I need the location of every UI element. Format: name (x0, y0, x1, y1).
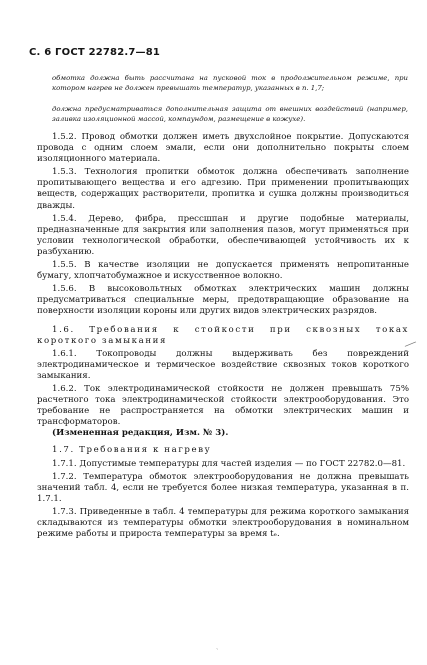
paragraph: 1.7.2. Температура обмоток электрооборудования не должна превышать значений табл. 4, если не требуется более низкая температура, указанная в п. 1.7.1. (37, 471, 409, 504)
paragraph: 1.7.1. Допустимые температуры для частей изделия — по ГОСТ 22782.0—81. (52, 458, 406, 469)
paragraph: 1.5.6. В высоковольтных обмотках электрических машин должны предусматриваться специальные меры, предотвращающие образование на поверхности изоляции короны или других видов электрических разрядов. (37, 284, 409, 317)
paragraph: 1.6.1. Токопроводы должны выдерживать без повреждений электродинамическое и термическое воздействие сквозных токов короткого замыкания. (37, 348, 409, 381)
paragraph: 1.6.2. Ток электродинамической стойкости не должен превышать 75% расчетного тока электродинамической стойкости электрооборудования. Это требование не распространяется на обмотки электрических машин и трансформаторов. (37, 383, 409, 428)
page-header: С. 6 ГОСТ 22782.7—81 (29, 47, 161, 58)
scan-mark: ˎ (216, 642, 219, 650)
section-heading: 1.7. Требования к нагреву (52, 445, 212, 456)
paragraph: 1.5.3. Технология пропитки обмоток должна обеспечивать заполнение пропитывающего вещества и его адгезию. При применении пропитывающих веществ, содержащих растворители, пропитка и сушка должны производиться дважды. (37, 167, 409, 211)
document-body (37, 132, 409, 540)
note-text: должна предусматриваться дополнительная защита от внешних воздействий (например, заливка изоляционной массой, компаундом, размещение в кожухе). (52, 105, 408, 124)
scan-mark: ╱ (404, 339, 416, 351)
paragraph: 1.5.4. Дерево, фибра, прессшпан и другие подобные материалы, предназначенные для закрытия или заполнения пазов, могут применяться при условии технологической обработки, обеспечивающей устойчивость их к разбуханию. (37, 213, 409, 257)
note-text: обмотка должна быть рассчитана на пусковой ток в продолжительном режиме, при котором нагрев не должен превышать температур, указанных в п. 1,7; (52, 74, 408, 93)
top-note-2 (52, 104, 408, 124)
section-heading: 1.6. Требования к стойкости при сквозных токах короткого замыкания (37, 324, 409, 346)
amendment-note: (Измененная редакция, Изм. № 3). (52, 428, 229, 439)
paragraph: 1.7.3. Приведенные в табл. 4 температуры для режима короткого замыкания складываются из температуры обмотки электрооборудования в номинальном режиме работы и прироста температуры за время tₑ. (37, 506, 409, 540)
top-note-1 (52, 73, 408, 93)
paragraph: 1.5.5. В качестве изоляции не допускается применять непропитанные бумагу, хлопчатобумажное и искусственное волокно. (37, 260, 409, 282)
paragraph: 1.5.2. Провод обмотки должен иметь двухслойное покрытие. Допускаются провода с одним слоем эмали, если они дополнительно покрыты слоем изоляционного материала. (37, 132, 409, 165)
